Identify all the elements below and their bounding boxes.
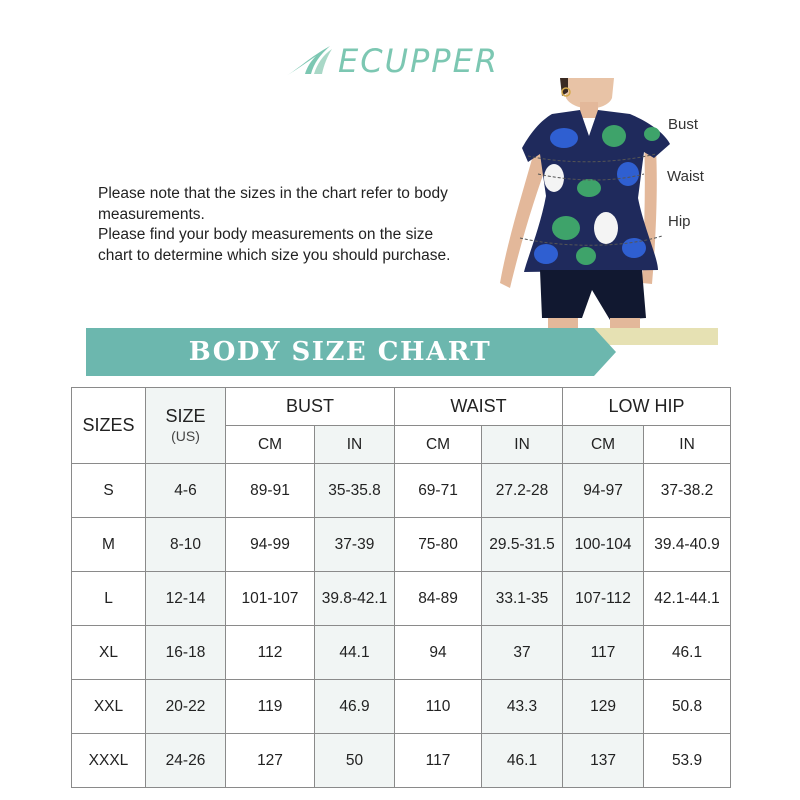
- size-header-label: SIZE: [165, 405, 206, 426]
- hip-cm-cell: 107-112: [563, 572, 644, 626]
- bust-in-header: IN: [315, 426, 395, 464]
- low-hip-header: LOW HIP: [563, 388, 731, 426]
- us-size-cell: 24-26: [146, 734, 226, 788]
- bust-in-cell: 46.9: [315, 680, 395, 734]
- sizes-header: SIZES: [72, 388, 146, 464]
- size-chart-table: [71, 387, 731, 788]
- bust-cm-header: CM: [226, 426, 315, 464]
- waist-in-cell: 27.2-28: [482, 464, 563, 518]
- table-row: [72, 572, 731, 626]
- waist-cm-cell: 84-89: [395, 572, 482, 626]
- waist-in-cell: 29.5-31.5: [482, 518, 563, 572]
- waist-cm-cell: 117: [395, 734, 482, 788]
- size-cell: XL: [72, 626, 146, 680]
- bust-label: Bust: [668, 116, 699, 133]
- bust-cm-cell: 112: [226, 626, 315, 680]
- hip-cm-cell: 137: [563, 734, 644, 788]
- hip-cm-cell: 94-97: [563, 464, 644, 518]
- waist-header: WAIST: [395, 388, 563, 426]
- hip-in-cell: 50.8: [644, 680, 731, 734]
- sizing-note: [98, 184, 468, 266]
- size-cell: XXL: [72, 680, 146, 734]
- leaf-logo-icon: [284, 43, 334, 79]
- bust-cm-cell: 89-91: [226, 464, 315, 518]
- hip-cm-cell: 100-104: [563, 518, 644, 572]
- hip-in-cell: 53.9: [644, 734, 731, 788]
- hip-cm-cell: 129: [563, 680, 644, 734]
- table-header-row: [72, 388, 731, 426]
- size-us-header: [146, 388, 226, 464]
- brand-logo: [284, 40, 524, 82]
- hip-in-cell: 42.1-44.1: [644, 572, 731, 626]
- brand-name: ECUPPER: [338, 42, 500, 80]
- waist-in-cell: 33.1-35: [482, 572, 563, 626]
- hip-in-cell: 39.4-40.9: [644, 518, 731, 572]
- size-cell: S: [72, 464, 146, 518]
- waist-in-header: IN: [482, 426, 563, 464]
- table-row: [72, 680, 731, 734]
- waist-cm-cell: 75-80: [395, 518, 482, 572]
- bust-header: BUST: [226, 388, 395, 426]
- us-size-cell: 12-14: [146, 572, 226, 626]
- bust-cm-cell: 127: [226, 734, 315, 788]
- table-row: [72, 734, 731, 788]
- bust-in-cell: 39.8-42.1: [315, 572, 395, 626]
- hip-cm-header: CM: [563, 426, 644, 464]
- table-row: [72, 626, 731, 680]
- bust-in-cell: 35-35.8: [315, 464, 395, 518]
- body-size-chart-title: BODY SIZE CHART: [188, 337, 492, 367]
- size-header-sub: (US): [171, 427, 200, 444]
- waist-cm-cell: 69-71: [395, 464, 482, 518]
- waist-in-cell: 46.1: [482, 734, 563, 788]
- note-line-2: Please find your body measurements on the size chart to determine which size you should purchase.: [98, 226, 451, 264]
- waist-cm-cell: 110: [395, 680, 482, 734]
- bust-in-cell: 44.1: [315, 626, 395, 680]
- size-cell: M: [72, 518, 146, 572]
- bust-in-cell: 37-39: [315, 518, 395, 572]
- waist-in-cell: 37: [482, 626, 563, 680]
- table-row: [72, 464, 731, 518]
- hip-cm-cell: 117: [563, 626, 644, 680]
- table-row: [72, 518, 731, 572]
- waist-cm-header: CM: [395, 426, 482, 464]
- model-illustration: [494, 78, 674, 330]
- size-cell: L: [72, 572, 146, 626]
- us-size-cell: 8-10: [146, 518, 226, 572]
- waist-label: Waist: [667, 168, 704, 185]
- us-size-cell: 20-22: [146, 680, 226, 734]
- us-size-cell: 4-6: [146, 464, 226, 518]
- bust-cm-cell: 101-107: [226, 572, 315, 626]
- waist-in-cell: 43.3: [482, 680, 563, 734]
- bust-cm-cell: 94-99: [226, 518, 315, 572]
- bust-cm-cell: 119: [226, 680, 315, 734]
- us-size-cell: 16-18: [146, 626, 226, 680]
- size-cell: XXXL: [72, 734, 146, 788]
- bust-in-cell: 50: [315, 734, 395, 788]
- waist-cm-cell: 94: [395, 626, 482, 680]
- hip-in-header: IN: [644, 426, 731, 464]
- note-line-1: Please note that the sizes in the chart refer to body measurements.: [98, 185, 448, 223]
- hip-in-cell: 37-38.2: [644, 464, 731, 518]
- hip-in-cell: 46.1: [644, 626, 731, 680]
- hip-label: Hip: [668, 213, 691, 230]
